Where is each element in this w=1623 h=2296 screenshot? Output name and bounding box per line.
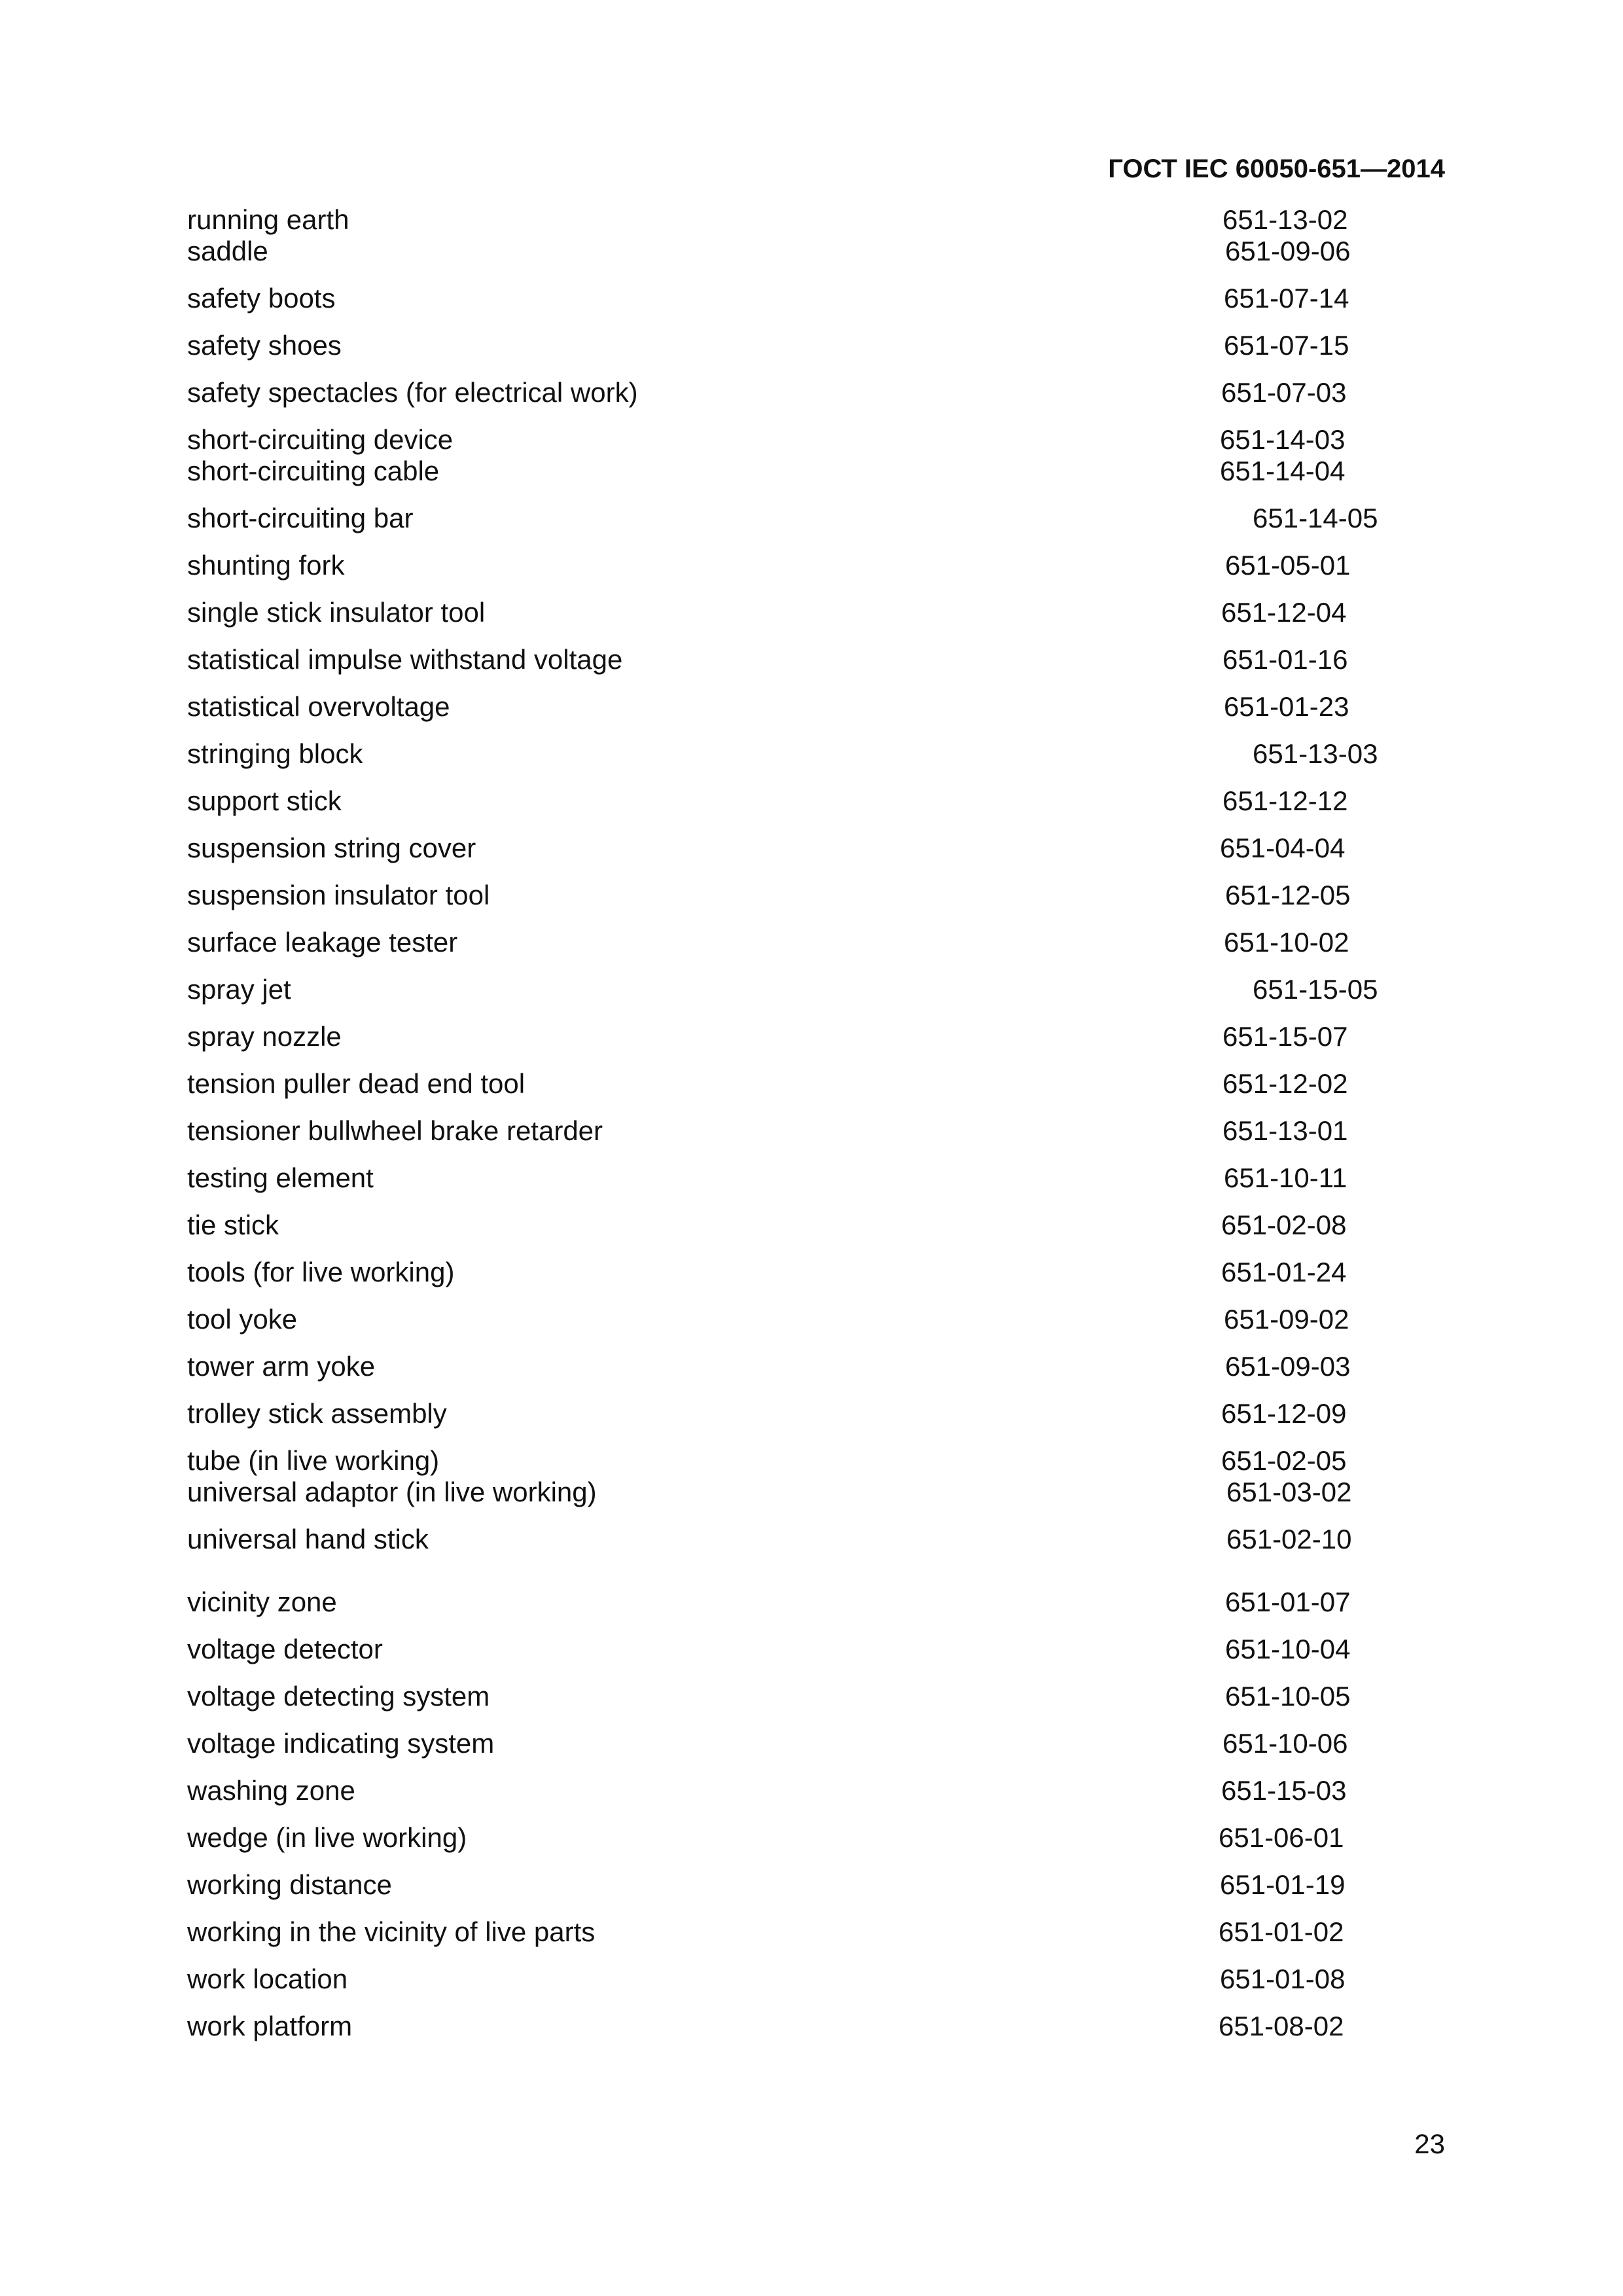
index-term: tools (for live working)	[187, 1257, 455, 1287]
index-term: work location	[187, 1964, 348, 1994]
index-term: suspension insulator tool	[187, 880, 490, 910]
page-number: 23	[1414, 2128, 1445, 2159]
index-term: tie stick	[187, 1210, 279, 1240]
index-row	[187, 1162, 1365, 1199]
index-code: 651-02-08	[1221, 1210, 1347, 1240]
index-term: safety boots	[187, 283, 336, 314]
index-term: shunting fork	[187, 550, 345, 581]
index-row	[187, 1775, 1365, 1812]
index-row	[187, 1398, 1365, 1435]
index-row	[187, 503, 1378, 539]
index-row	[187, 1728, 1365, 1765]
index-term: surface leakage tester	[187, 927, 458, 958]
index-row	[187, 1587, 1365, 1623]
index-row	[187, 1351, 1365, 1388]
index-code: 651-07-03	[1221, 377, 1347, 408]
index-row	[187, 880, 1365, 916]
index-term: tube (in live working)	[187, 1445, 440, 1476]
index-row	[187, 456, 1365, 492]
index-term: statistical overvoltage	[187, 691, 450, 722]
index-row	[187, 1477, 1365, 1513]
index-term: short-circuiting device	[187, 424, 454, 455]
index-term: wedge (in live working)	[187, 1822, 467, 1853]
index-code: 651-01-19	[1220, 1869, 1346, 1900]
index-code: 651-10-05	[1225, 1681, 1351, 1712]
index-term: testing element	[187, 1162, 374, 1193]
index-code: 651-15-07	[1222, 1021, 1348, 1052]
index-code: 651-06-01	[1219, 1822, 1344, 1853]
index-code: 651-12-12	[1222, 785, 1348, 816]
index-row	[187, 1822, 1365, 1859]
index-code: 651-15-03	[1221, 1775, 1347, 1806]
index-term: universal adaptor (in live working)	[187, 1477, 597, 1507]
index-term: support stick	[187, 785, 342, 816]
index-row	[187, 1916, 1365, 1953]
index-code: 651-10-11	[1224, 1162, 1347, 1193]
index-code: 651-01-24	[1221, 1257, 1347, 1287]
index-row	[187, 691, 1365, 728]
index-row	[187, 1115, 1365, 1152]
index-term: work platform	[187, 2011, 353, 2041]
index-row	[187, 550, 1365, 586]
index-code: 651-13-03	[1253, 738, 1378, 769]
index-term: spray jet	[187, 974, 291, 1005]
index-row	[187, 1869, 1365, 1906]
index-code: 651-15-05	[1253, 974, 1378, 1005]
index-row	[187, 283, 1365, 319]
index-row	[187, 1210, 1365, 1246]
index-term: voltage detecting system	[187, 1681, 490, 1712]
index-term: working in the vicinity of live parts	[187, 1916, 596, 1947]
index-term: safety spectacles (for electrical work)	[187, 377, 638, 408]
index-code: 651-01-07	[1225, 1587, 1351, 1617]
index-code: 651-10-04	[1225, 1634, 1351, 1664]
index-row	[187, 1634, 1365, 1670]
index-code: 651-13-01	[1222, 1115, 1348, 1146]
index-code: 651-05-01	[1225, 550, 1351, 581]
index-code: 651-14-03	[1220, 424, 1346, 455]
index-term: tension puller dead end tool	[187, 1068, 526, 1099]
index-row	[187, 833, 1365, 869]
index-row	[187, 644, 1365, 681]
index-term: statistical impulse withstand voltage	[187, 644, 623, 675]
index-code: 651-12-04	[1221, 597, 1347, 628]
index-code: 651-12-09	[1221, 1398, 1347, 1429]
index-code: 651-09-02	[1224, 1304, 1349, 1335]
index-row	[187, 236, 1365, 272]
index-code: 651-09-06	[1225, 236, 1351, 266]
index-term: single stick insulator tool	[187, 597, 486, 628]
index-code: 651-12-02	[1222, 1068, 1348, 1099]
index-term: saddle	[187, 236, 268, 266]
index-row	[187, 974, 1378, 1011]
index-term: universal hand stick	[187, 1524, 429, 1554]
index-row	[187, 1524, 1365, 1560]
index-code: 651-04-04	[1220, 833, 1346, 863]
index-term: suspension string cover	[187, 833, 476, 863]
index-term: spray nozzle	[187, 1021, 342, 1052]
index-term: tensioner bullwheel brake retarder	[187, 1115, 603, 1146]
index-code: 651-14-04	[1220, 456, 1346, 486]
index-row	[187, 2011, 1365, 2047]
index-code: 651-14-05	[1253, 503, 1378, 533]
index-code: 651-02-10	[1226, 1524, 1352, 1554]
document-header: ГОСТ IEC 60050-651—2014	[1108, 154, 1445, 183]
index-code: 651-01-02	[1219, 1916, 1344, 1947]
index-code: 651-12-05	[1225, 880, 1351, 910]
index-term: voltage indicating system	[187, 1728, 495, 1759]
index-code: 651-07-14	[1224, 283, 1349, 314]
index-code: 651-03-02	[1226, 1477, 1352, 1507]
index-term: voltage detector	[187, 1634, 383, 1664]
index-row	[187, 597, 1365, 634]
index-code: 651-02-05	[1221, 1445, 1347, 1476]
index-row	[187, 1304, 1365, 1340]
index-term: tower arm yoke	[187, 1351, 376, 1382]
index-row	[187, 377, 1365, 414]
index-code: 651-10-02	[1224, 927, 1349, 958]
index-term: tool yoke	[187, 1304, 298, 1335]
index-row	[187, 330, 1365, 367]
index-code: 651-10-06	[1222, 1728, 1348, 1759]
index-term: working distance	[187, 1869, 392, 1900]
index-code: 651-01-16	[1222, 644, 1348, 675]
index-term: safety shoes	[187, 330, 342, 361]
index-row	[187, 738, 1378, 775]
index-term: stringing block	[187, 738, 363, 769]
index-row	[187, 1021, 1365, 1058]
index-code: 651-01-23	[1224, 691, 1349, 722]
index-code: 651-09-03	[1225, 1351, 1351, 1382]
index-term: short-circuiting bar	[187, 503, 414, 533]
index-row	[187, 1681, 1365, 1717]
index-row	[187, 1964, 1365, 2000]
index-term: washing zone	[187, 1775, 355, 1806]
index-term: trolley stick assembly	[187, 1398, 447, 1429]
index-code: 651-13-02	[1222, 204, 1348, 235]
index-term: short-circuiting cable	[187, 456, 440, 486]
index-row	[187, 785, 1365, 822]
index-code: 651-08-02	[1219, 2011, 1344, 2041]
index-row	[187, 927, 1365, 963]
index-term: running earth	[187, 204, 349, 235]
index-code: 651-01-08	[1220, 1964, 1346, 1994]
index-term: vicinity zone	[187, 1587, 337, 1617]
index-row	[187, 1068, 1365, 1105]
index-code: 651-07-15	[1224, 330, 1349, 361]
index-row	[187, 1257, 1365, 1293]
